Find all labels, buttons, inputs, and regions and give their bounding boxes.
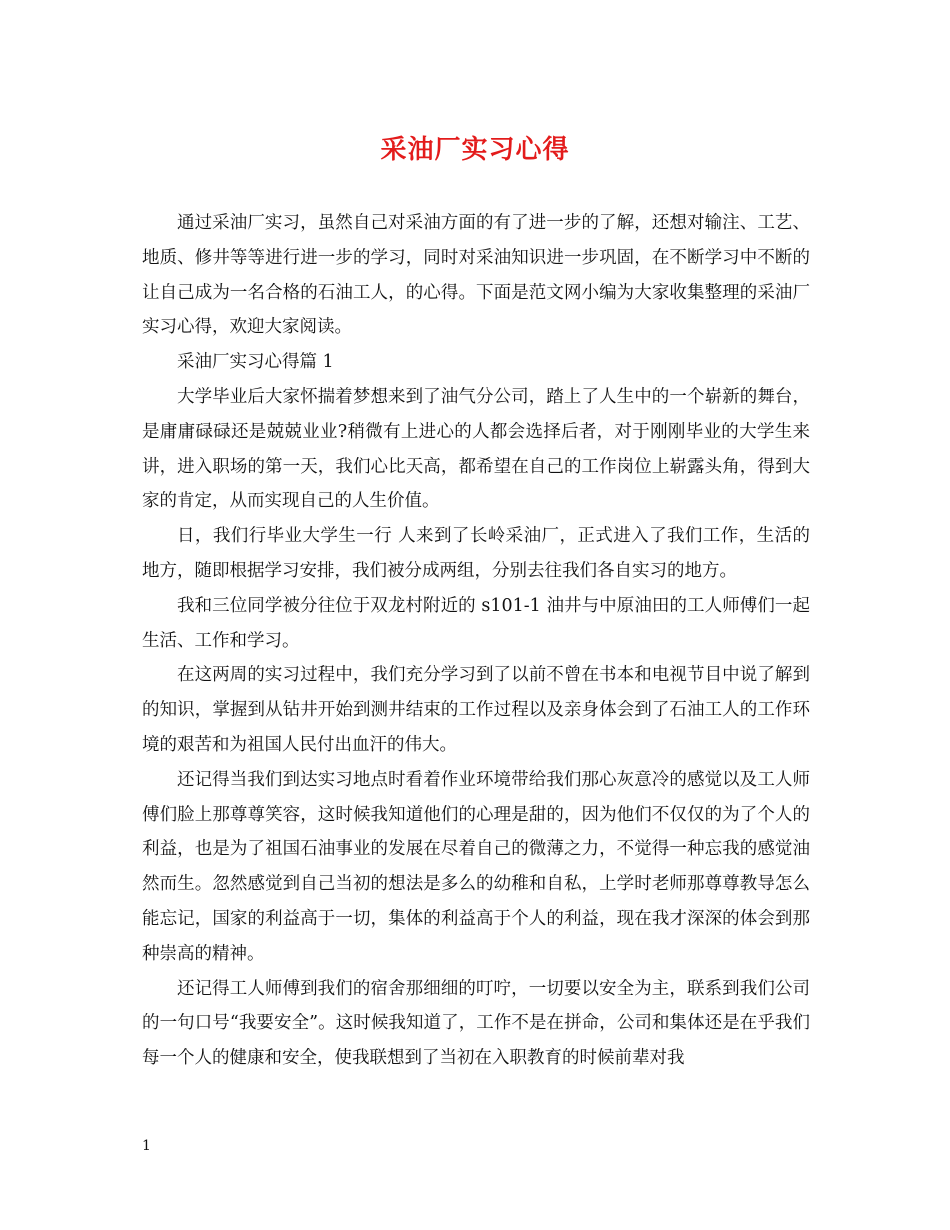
body-paragraph: 在这两周的实习过程中，我们充分学习到了以前不曾在书本和电视节目中说了解到的知识，掌握到从钻井开始到测井结束的工作过程以及亲身体会到了石油工人的工作环境的艰苦和为祖国人民付出血汗的伟大。 — [142, 665, 810, 755]
body-paragraph: 还记得当我们到达实习地点时看着作业环境带给我们那心灰意冷的感觉以及工人师傅们脸上那尊尊笑容，这时候我知道他们的心理是甜的，因为他们不仅仅的为了个人的利益，也是为了祖国石油事业的发展在尽着自己的微薄之力，不觉得一种忘我的感觉油然而生。忽然感觉到自己当初的想法是多么的幼稚和自私，上学时老师那尊尊教导怎么能忘记，国家的利益高于一切，集体的利益高于个人的利益，现在我才深深的体会到那种崇高的精神。 — [142, 769, 810, 964]
document-title: 采油厂实习心得 — [380, 135, 570, 165]
page-number: 1 — [142, 1138, 151, 1154]
document-body — [142, 206, 810, 1076]
body-paragraph: 日，我们行毕业大学生一行 人来到了长岭采油厂，正式进入了我们工作，生活的地方，随即根据学习安排，我们被分成两组，分别去往我们各自实习的地方。 — [142, 526, 810, 581]
body-paragraph: 大学毕业后大家怀揣着梦想来到了油气分公司，踏上了人生中的一个崭新的舞台，是庸庸碌碌还是兢兢业业?稍微有上进心的人都会选择后者，对于刚刚毕业的大学生来讲，进入职场的第一天，我们心比天高，都希望在自己的工作岗位上崭露头角，得到大家的肯定，从而实现自己的人生价值。 — [142, 386, 810, 512]
body-paragraph: 还记得工人师傅到我们的宿舍那细细的叮咛，一切要以安全为主，联系到我们公司的一句口号“我要安全”。这时候我知道了，工作不是在拼命，公司和集体还是在乎我们每一个人的健康和安全，使我联想到了当初在入职教育的时候前辈对我 — [142, 978, 810, 1069]
body-paragraph: 我和三位同学被分往位于双龙村附近的 s101-1 油井与中原油田的工人师傅们一起生活、工作和学习。 — [142, 595, 810, 651]
intro-paragraph: 通过采油厂实习，虽然自己对采油方面的有了进一步的了解，还想对输注、工艺、地质、修井等等进行进一步的学习，同时对采油知识进一步巩固，在不断学习中不断的让自己成为一名合格的石油工人，的心得。下面是范文网小编为大家收集整理的采油厂实习心得，欢迎大家阅读。 — [142, 213, 810, 338]
section-heading: 采油厂实习心得篇 1 — [177, 352, 334, 373]
